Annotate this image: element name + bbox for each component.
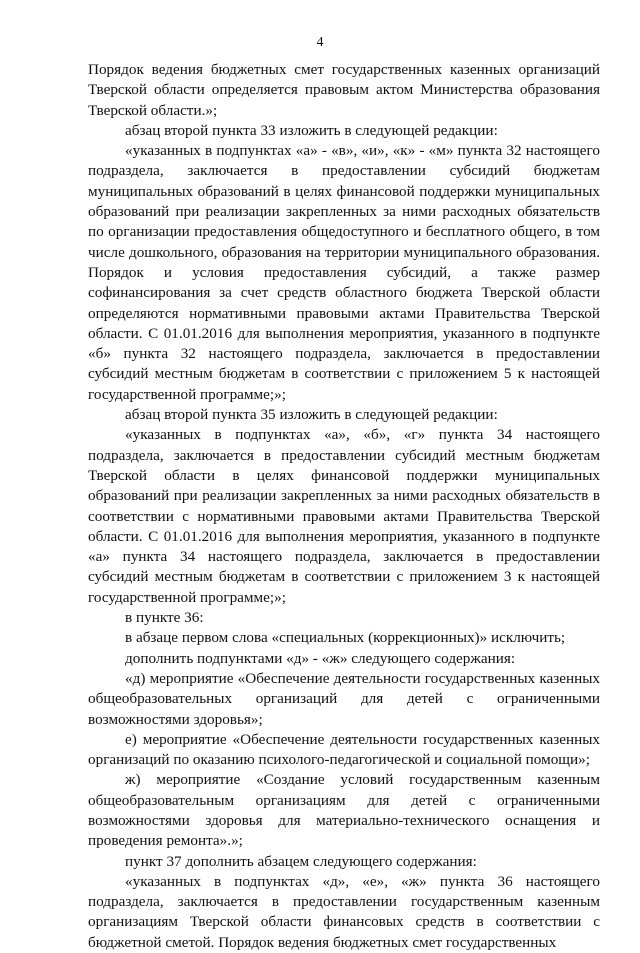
paragraph-8: дополнить подпунктами «д» - «ж» следующего содержания: bbox=[125, 649, 516, 667]
paragraph-7: в абзаце первом слова «специальных (коррекционных)» исключить; bbox=[125, 629, 566, 647]
paragraph-10: е) мероприятие «Обеспечение деятельности государственных казенных организаций по оказанию психолого-педагогической и социальной помощи»; bbox=[88, 730, 600, 769]
paragraph-5: «указанных в подпунктах «а», «б», «г» пункта 34 настоящего подраздела, заключается в предоставлении субсидий местным бюджетам Тверской области в целях финансовой поддержки муниципальных образований при реализации закрепленных за ними расходных обязательств в соответствии с нормативными правовыми актами Правительства Тверской области. С 01.01.2016 для выполнения мероприятия, указанного в подпункте «а» пункта 34 настоящего подраздела, заключается в предоставлении субсидий местным бюджетам в соответствии с приложением 3 к настоящей государственной программе;»; bbox=[88, 426, 600, 606]
paragraph-2: абзац второй пункта 33 изложить в следующей редакции: bbox=[125, 121, 498, 139]
paragraph-3: «указанных в подпунктах «а» - «в», «и», «к» - «м» пункта 32 настоящего подраздела, заключается в предоставлении субсидий бюджетам муниципальных образований в целях финансовой поддержки муниципальных образований при реализации закрепленных за ними расходных обязательств по организации предоставления общедоступного и бесплатного общего, в том числе дошкольного, образования на территории муниципального образования. Порядок и условия предоставления субсидий, а также размер софинансирования за счет средств областного бюджета Тверской области определяются нормативными правовыми актами Правительства Тверской области. С 01.01.2016 для выполнения мероприятия, указанного в подпункте «б» пункта 32 настоящего подраздела, заключается в предоставлении субсидий местным бюджетам в соответствии с приложением 5 к настоящей государственной программе;»; bbox=[88, 142, 600, 403]
document-body bbox=[88, 60, 600, 953]
paragraph-13: «указанных в подпунктах «д», «е», «ж» пункта 36 настоящего подраздела, заключается в предоставлении государственным казенным организациям Тверской области финансовых средств в соответствии с бюджетной сметой. Порядок ведения бюджетных смет государственных bbox=[88, 872, 600, 951]
paragraph-9: «д) мероприятие «Обеспечение деятельности государственных казенных общеобразовательных организаций для детей с ограниченными возможностями здоровья»; bbox=[88, 669, 600, 728]
paragraph-11: ж) мероприятие «Создание условий государственным казенным общеобразовательным организациям для детей с ограниченными возможностями здоровья для материально-технического оснащения и проведения ремонта».»; bbox=[88, 771, 600, 850]
paragraph-12: пункт 37 дополнить абзацем следующего содержания: bbox=[125, 852, 477, 870]
paragraph-4: абзац второй пункта 35 изложить в следующей редакции: bbox=[125, 406, 498, 424]
paragraph-1: Порядок ведения бюджетных смет государственных казенных организаций Тверской области определяется правовым актом Министерства образования Тверской области.»; bbox=[88, 61, 600, 119]
page-number: 4 bbox=[316, 35, 324, 50]
paragraph-6: в пункте 36: bbox=[125, 609, 204, 627]
